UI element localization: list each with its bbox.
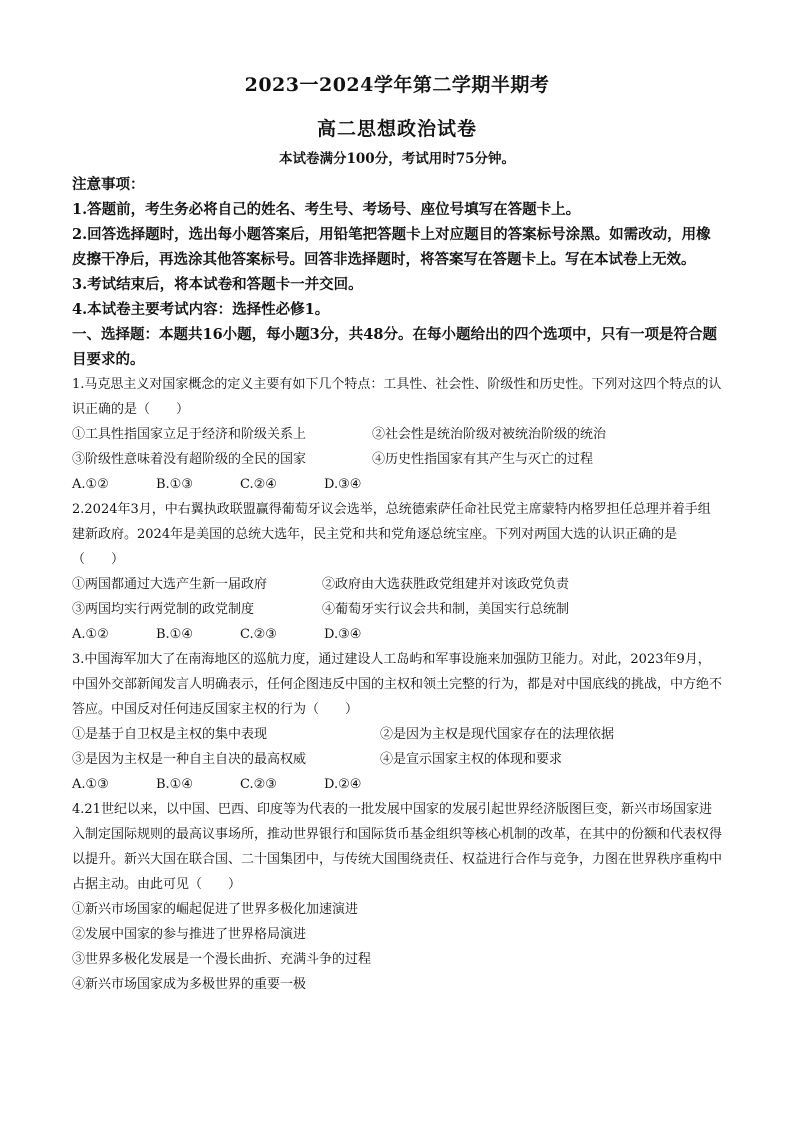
question-stem: 2.2024年3月，中右翼执政联盟赢得葡萄牙议会选举，总统德索萨任命社民党主席蒙特内格罗担任总理并着手组建新政府。2024年是美国的总统大选年，民主党和共和党角逐总统宝座。下列对两国大选的认识正确的是（ ） bbox=[72, 502, 711, 567]
choice-d: D.②④ bbox=[324, 777, 362, 792]
question-3 bbox=[72, 647, 722, 797]
statement-1: ①新兴市场国家的崛起促进了世界多极化加速演进 bbox=[72, 902, 359, 917]
statement-2: ②社会性是统治阶级对被统治阶级的统治 bbox=[372, 427, 607, 442]
notes-heading: 注意事项： bbox=[72, 176, 145, 193]
statement-3: ③阶级性意味着没有超阶级的全民的国家 bbox=[72, 452, 307, 467]
exam-subject-title: 高二思想政治试卷 bbox=[316, 118, 477, 140]
statement-2: ②是因为主权是现代国家存在的法理依据 bbox=[380, 727, 615, 742]
statement-4: ④葡萄牙实行议会共和制，美国实行总统制 bbox=[322, 602, 570, 617]
choice-a: A.①② bbox=[72, 477, 109, 492]
statement-4: ④历史性指国家有其产生与灭亡的过程 bbox=[372, 452, 594, 467]
exam-score-time: 本试卷满分100分，考试用时75分钟。 bbox=[279, 151, 515, 167]
choice-d: D.③④ bbox=[324, 477, 362, 492]
question-1 bbox=[72, 372, 722, 497]
note-item-2: 2.回答选择题时，选出每小题答案后，用铅笔把答题卡上对应题目的答案标号涂黑。如需改动，用橡皮擦干净后，再选涂其他答案标号。回答非选择题时，将答案写在答题卡上。写在本试卷上无效。 bbox=[72, 226, 711, 268]
question-4 bbox=[72, 797, 722, 997]
note-item-4: 4.本试卷主要考试内容：选择性必修1。 bbox=[72, 301, 330, 318]
choice-a: A.①③ bbox=[72, 777, 109, 792]
question-stem: 4.21世纪以来，以中国、巴西、印度等为代表的一批发展中国家的发展引起世界经济版图巨变，新兴市场国家进入制定国际规则的最高议事场所，推动世界银行和国际货币基金组织等核心机制的改革，在其中的份额和代表权得以提升。新兴大国在联合国、二十国集团中，与传统大国围绕责任、权益进行合作与竞争，力图在世界秩序重构中占据主动。由此可见（ ） bbox=[72, 802, 723, 892]
statement-4: ④是宣示国家主权的体现和要求 bbox=[380, 752, 563, 767]
question-stem: 3.中国海军加大了在南海地区的巡航力度，通过建设人工岛屿和军事设施来加强防卫能力。对此，2023年9月，中国外交部新闻发言人明确表示，任何企图违反中国的主权和领土完整的行为，都是对中国底线的挑战，中方绝不答应。中国反对任何违反国家主权的行为（ ） bbox=[72, 652, 723, 717]
statement-1: ①是基于自卫权是主权的集中表现 bbox=[72, 727, 268, 742]
choice-a: A.①② bbox=[72, 627, 109, 642]
choice-c: C.②③ bbox=[240, 777, 277, 792]
exam-content bbox=[72, 172, 722, 997]
choice-b: B.①③ bbox=[156, 477, 193, 492]
statement-1: ①两国都通过大选产生新一届政府 bbox=[72, 577, 268, 592]
statement-4: ④新兴市场国家成为多极世界的重要一极 bbox=[72, 977, 307, 992]
section-heading: 一、选择题：本题共16小题，每小题3分，共48分。在每小题给出的四个选项中，只有一项是符合题目要求的。 bbox=[72, 326, 717, 368]
statement-2: ②政府由大选获胜政党组建并对该政党负责 bbox=[322, 577, 570, 592]
statement-3: ③两国均实行两党制的政党制度 bbox=[72, 602, 255, 617]
choice-b: B.①④ bbox=[156, 627, 193, 642]
choice-c: C.②④ bbox=[240, 477, 277, 492]
choice-d: D.③④ bbox=[324, 627, 362, 642]
statement-2: ②发展中国家的参与推进了世界格局演进 bbox=[72, 927, 307, 942]
choice-b: B.①④ bbox=[156, 777, 193, 792]
question-stem: 1.马克思主义对国家概念的定义主要有如下几个特点：工具性、社会性、阶级性和历史性。下列对这四个特点的认识正确的是（ ） bbox=[72, 377, 722, 417]
statement-3: ③世界多极化发展是一个漫长曲折、充满斗争的过程 bbox=[72, 952, 372, 967]
exam-title: 2023一2024学年第二学期半期考 bbox=[244, 74, 550, 96]
note-item-1: 1.答题前，考生务必将自己的姓名、考生号、考场号、座位号填写在答题卡上。 bbox=[72, 201, 581, 218]
statement-3: ③是因为主权是一种自主自决的最高权威 bbox=[72, 752, 307, 767]
note-item-3: 3.考试结束后，将本试卷和答题卡一并交回。 bbox=[72, 276, 363, 293]
question-2 bbox=[72, 497, 722, 647]
statement-1: ①工具性指国家立足于经济和阶级关系上 bbox=[72, 427, 307, 442]
choice-c: C.②③ bbox=[240, 627, 277, 642]
